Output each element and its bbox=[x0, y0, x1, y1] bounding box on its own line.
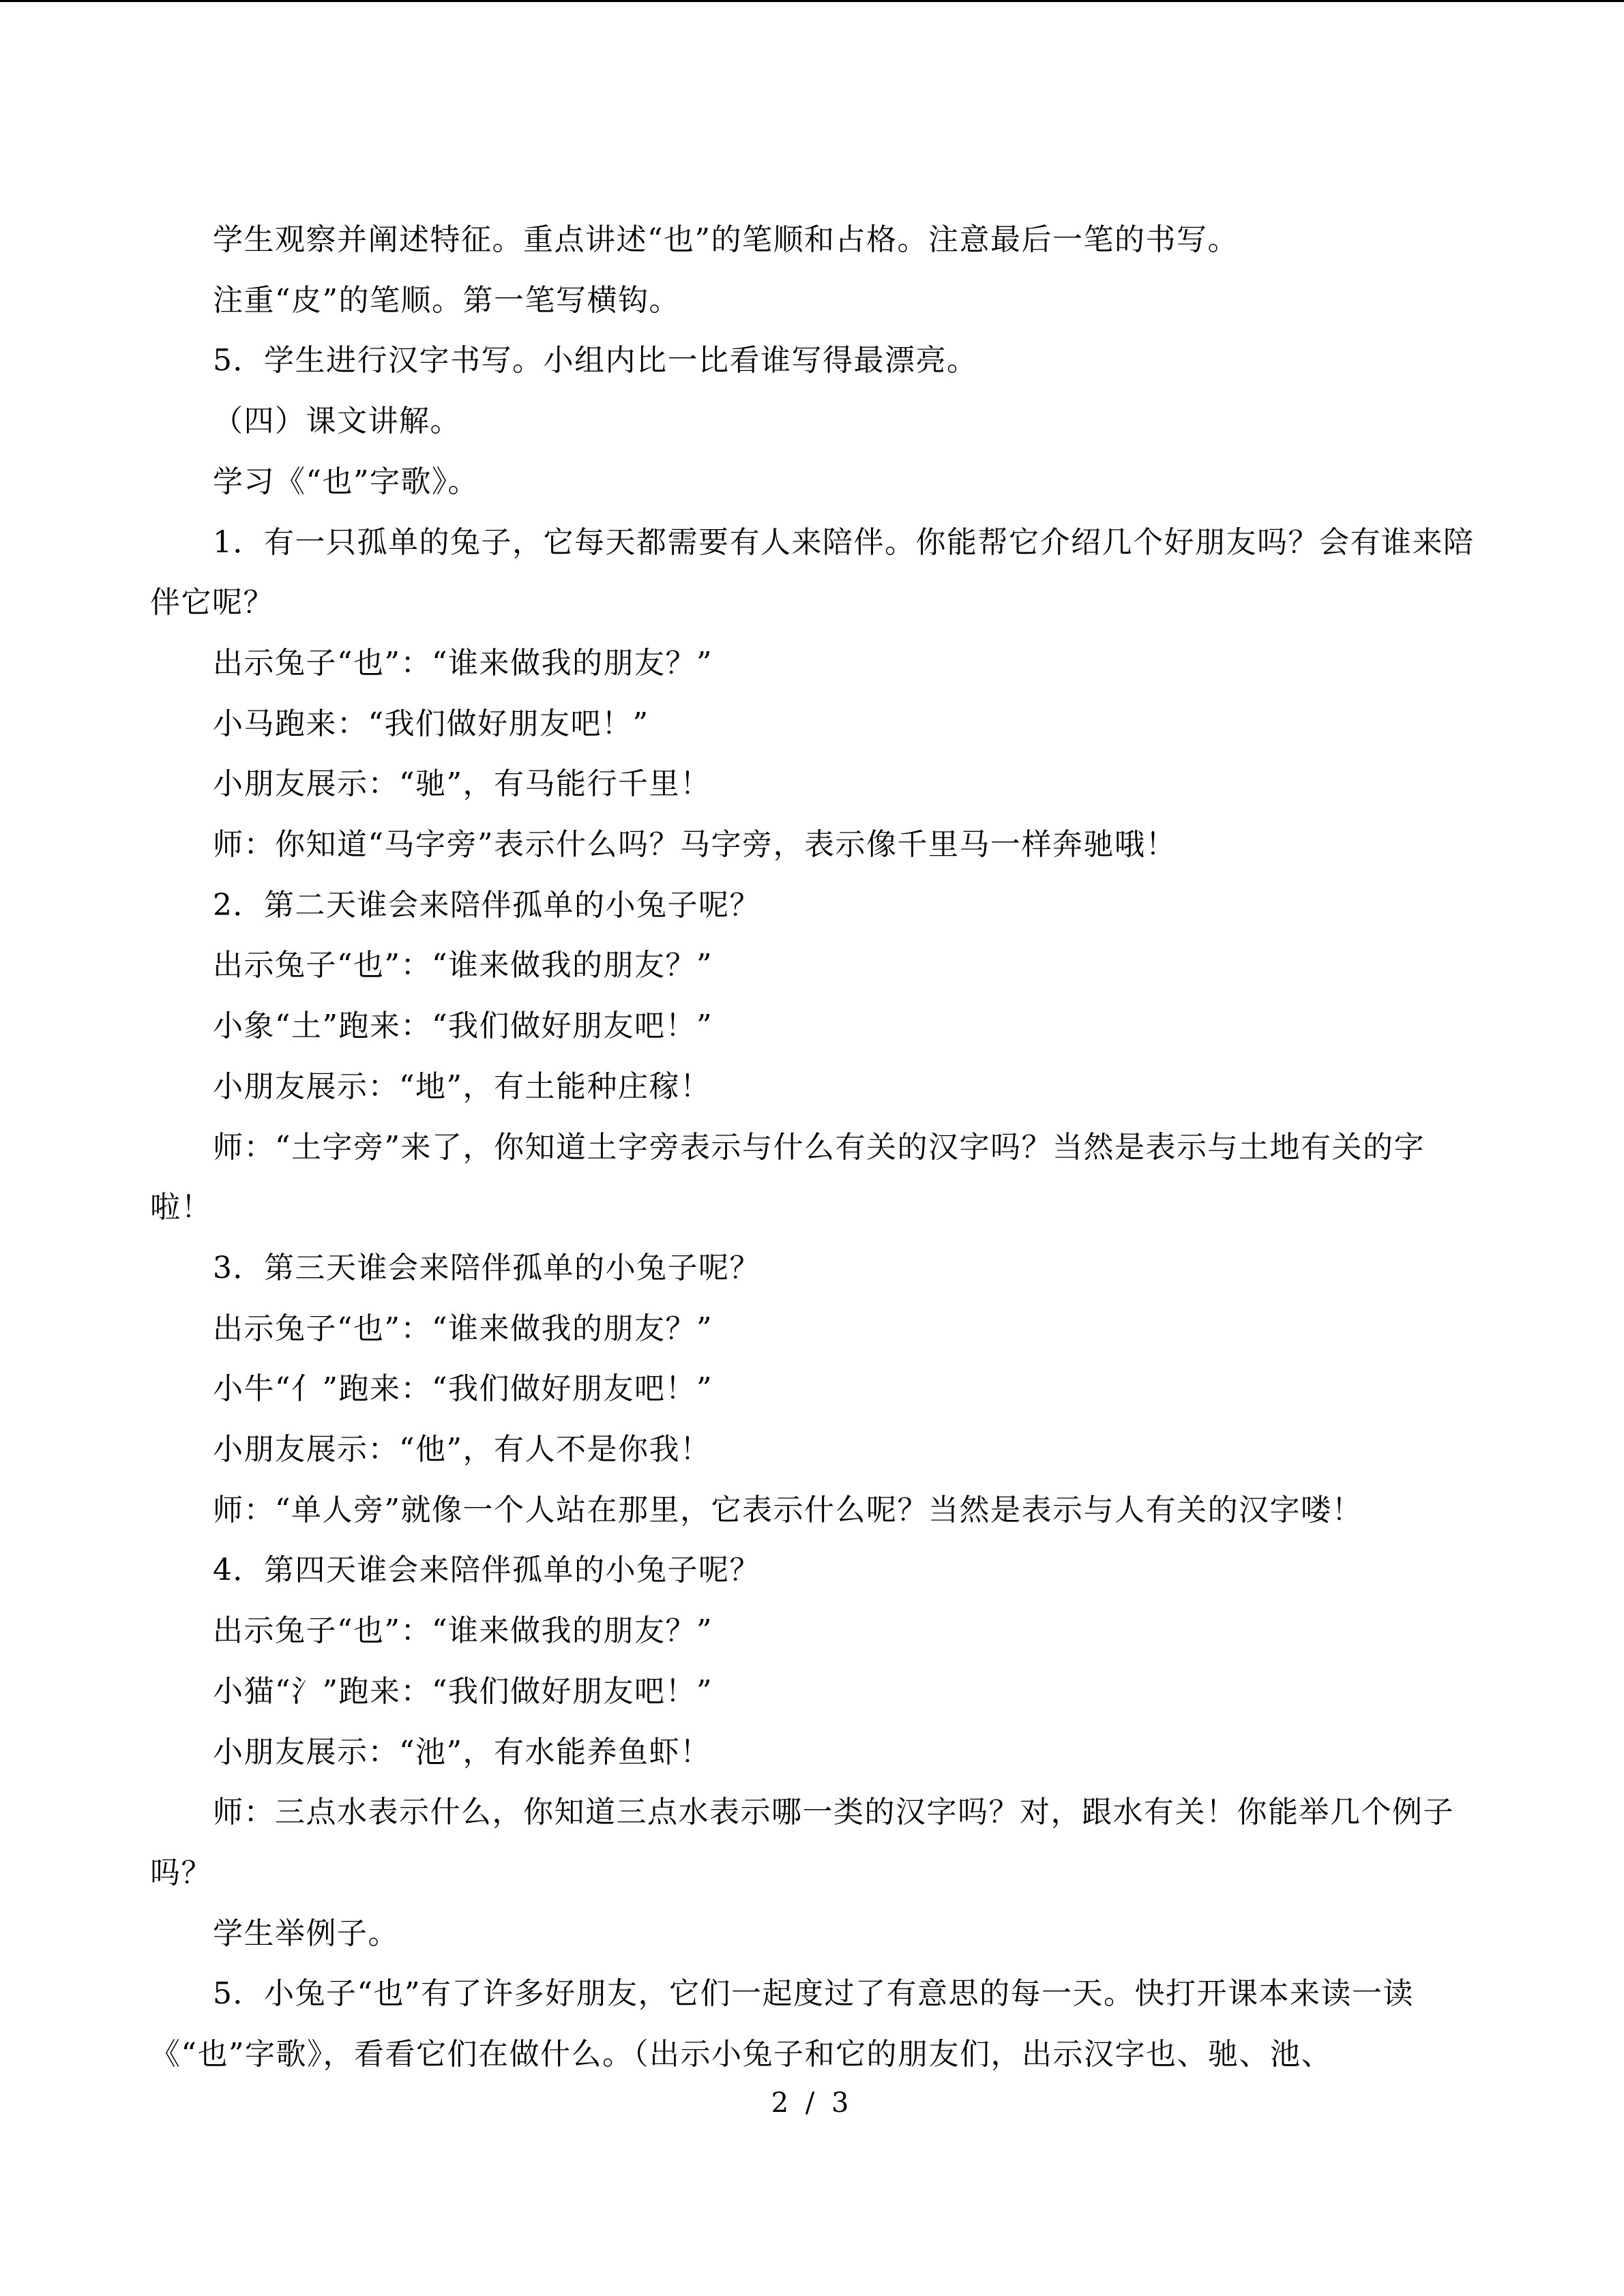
paragraph: 小朋友展示：“池”，有水能养鱼虾！ bbox=[213, 1734, 711, 1770]
paragraph: 小猫“氵”跑来：“我们做好朋友吧！” bbox=[213, 1673, 713, 1709]
paragraph: 学习《“也”字歌》。 bbox=[213, 464, 479, 499]
paragraph: 小牛“亻”跑来：“我们做好朋友吧！” bbox=[213, 1371, 713, 1407]
paragraph: 5．小兔子“也”有了许多好朋友，它们一起度过了有意思的每一天。快打开课本来读一读《“也”字歌》，看看它们在做什么。（出示小兔子和它的朋友们，出示汉字也、驰、池、 bbox=[150, 1976, 1414, 2072]
paragraph: 5．学生进行汉字书写。小组内比一比看谁写得最漂亮。 bbox=[213, 343, 978, 378]
paragraph: 学生观察并阐述特征。重点讲述“也”的笔顺和占格。注意最后一笔的书写。 bbox=[213, 222, 1239, 257]
paragraph: 3．第三天谁会来陪伴孤单的小兔子呢？ bbox=[213, 1250, 761, 1285]
paragraph: 小马跑来：“我们做好朋友吧！” bbox=[213, 706, 649, 741]
paragraph: 出示兔子“也”：“谁来做我的朋友？” bbox=[213, 1613, 713, 1649]
section-heading: （四）课文讲解。 bbox=[213, 404, 461, 439]
paragraph: 师：你知道“马字旁”表示什么吗？马字旁，表示像千里马一样奔驰哦！ bbox=[213, 827, 1177, 863]
paragraph: 小朋友展示：“驰”，有马能行千里！ bbox=[213, 766, 711, 802]
paragraph: 师：三点水表示什么，你知道三点水表示哪一类的汉字吗？对，跟水有关！你能举几个例子吗？ bbox=[150, 1795, 1454, 1890]
paragraph: 出示兔子“也”：“谁来做我的朋友？” bbox=[213, 645, 713, 681]
paragraph: 师：“单人旁”就像一个人站在那里，它表示什么呢？当然是表示与人有关的汉字喽！ bbox=[213, 1492, 1363, 1527]
paragraph: 小朋友展示：“他”，有人不是你我！ bbox=[213, 1432, 711, 1467]
paragraph: 小朋友展示：“地”，有土能种庄稼！ bbox=[213, 1069, 711, 1104]
top-border-line bbox=[0, 0, 1624, 2]
paragraph: 出示兔子“也”：“谁来做我的朋友？” bbox=[213, 948, 713, 983]
paragraph: 出示兔子“也”：“谁来做我的朋友？” bbox=[213, 1311, 713, 1346]
paragraph: 小象“土”跑来：“我们做好朋友吧！” bbox=[213, 1009, 713, 1044]
paragraph: 学生举例子。 bbox=[213, 1915, 399, 1951]
paragraph: 师：“土字旁”来了，你知道土字旁表示与什么有关的汉字吗？当然是表示与土地有关的字啦！ bbox=[150, 1129, 1425, 1225]
paragraph: 1．有一只孤单的兔子，它每天都需要有人来陪伴。你能帮它介绍几个好朋友吗？会有谁来陪伴它呢？ bbox=[150, 524, 1475, 621]
paragraph: 注重“皮”的笔顺。第一笔写横钩。 bbox=[213, 282, 680, 318]
paragraph: 4．第四天谁会来陪伴孤单的小兔子呢？ bbox=[213, 1553, 761, 1588]
document-body bbox=[150, 210, 1475, 2085]
paragraph: 2．第二天谁会来陪伴孤单的小兔子呢？ bbox=[213, 887, 761, 923]
page-number: 2 / 3 bbox=[771, 2087, 853, 2119]
